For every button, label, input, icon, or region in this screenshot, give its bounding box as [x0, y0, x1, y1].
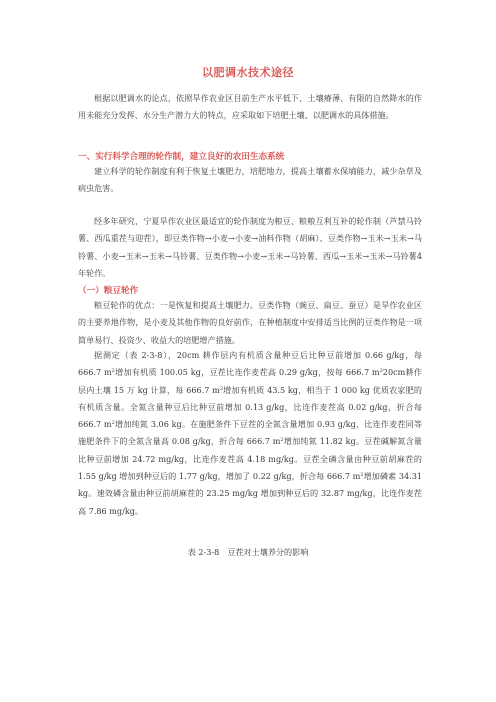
legume-rotation-paragraph: 粮豆轮作的优点：一是恢复和提高土壤肥力。豆类作物（豌豆、扁豆、蚕豆）是旱作农业区的主要养地作物，是小麦及其他作物的良好前作，在种植制度中安排适当比例的豆类作物是一项简单易行、投资少、收益大的培肥增产措施。	[78, 300, 422, 345]
measurement-paragraph	[78, 347, 422, 520]
superscript-2: 2	[280, 437, 284, 444]
measurement-text-a: 据测定（表 2-3-8），20cm 耕作层内有机质含量种豆后比种豆前增加 0.66 g/kg，每 666.7 m	[78, 350, 422, 378]
section-heading-2: （一）粮豆轮作	[78, 286, 139, 296]
measurement-text-c: 20cm耕作层内土壤 15 万 kg 计算，每 666.7 m	[78, 367, 422, 395]
measurement-text-d: 增加有机质 43.5 kg，相当于 1 000 kg 优质农家肥的有机质含量。全氮含量种豆后比种豆前增加 0.13 g/kg，比连作麦茬高 0.02 g/kg，折合每 666.7 m	[78, 384, 422, 430]
intro-paragraph: 根据以肥调水的论点，依照旱作农业区目前生产水平低下、土壤瘠薄、有限的自然降水的作用未能充分发挥、水分生产潜力大的特点，应采取如下培肥土壤、以肥调水的具体措施。	[78, 93, 422, 121]
measurement-text-e: 增加纯氮 3.06 kg。在施肥条件下豆茬的全氮含量增加 0.93 g/kg，比连作麦茬同等施肥条件下的全氮含量高 0.08 g/kg，折合每 666.7 m	[78, 419, 422, 447]
superscript-2: 2	[219, 385, 223, 392]
superscript-2: 2	[111, 368, 115, 375]
measurement-text-f: 增加纯氮 11.82 kg。豆茬碱解氮含量比种豆前增加 24.72 mg/kg，比连作麦茬高 4.18 mg/kg。豆茬全磷含量由种豆前胡麻茬的 1.55 g/kg 增加到种豆后的 1.77 g/kg，增加了 0.22 g/kg，折合每 666.7 m	[78, 436, 423, 482]
section-heading-1: 一、实行科学合理的轮作制，建立良好的农田生态系统	[78, 152, 285, 162]
measurement-text-g: 增加磷素 34.31 kg。速效磷含量由种豆前胡麻茬的 23.25 mg/kg 增加到种豆后的 32.87 mg/kg，比连作麦茬高 7.86 mg/kg。	[78, 471, 422, 516]
superscript-2: 2	[360, 472, 364, 479]
page-title: 以肥调水技术途径	[202, 66, 294, 79]
rotation-system-paragraph: 经多年研究，宁夏旱作农业区最适宜的轮作制度为粮豆、粮粮互利互补的轮作制（芦禁马铃薯、西瓜重茬与迎茬），即豆类作物→小麦→小麦→油料作物（胡麻）、豆类作物→玉米→玉米→马铃薯、小麦→玉米→玉米→马铃薯、豆类作物→小麦→玉米→马铃薯、西瓜→玉米→玉米→马铃薯4年轮作。	[78, 216, 422, 278]
superscript-2: 2	[379, 368, 383, 375]
table-caption: 表 2-3-8 豆茬对土壤养分的影响	[187, 547, 309, 557]
rotation-benefit-paragraph: 建立科学的轮作制度有利于恢复土壤肥力，培肥地力，提高土壤蓄水保墒能力，减少杂草及病虫危害。	[78, 166, 422, 194]
superscript-2: 2	[111, 420, 115, 427]
measurement-text-b: 增加有机质 100.05 kg，豆茬比连作麦茬高 0.29 g/kg，按每 666.7 m	[114, 367, 380, 378]
